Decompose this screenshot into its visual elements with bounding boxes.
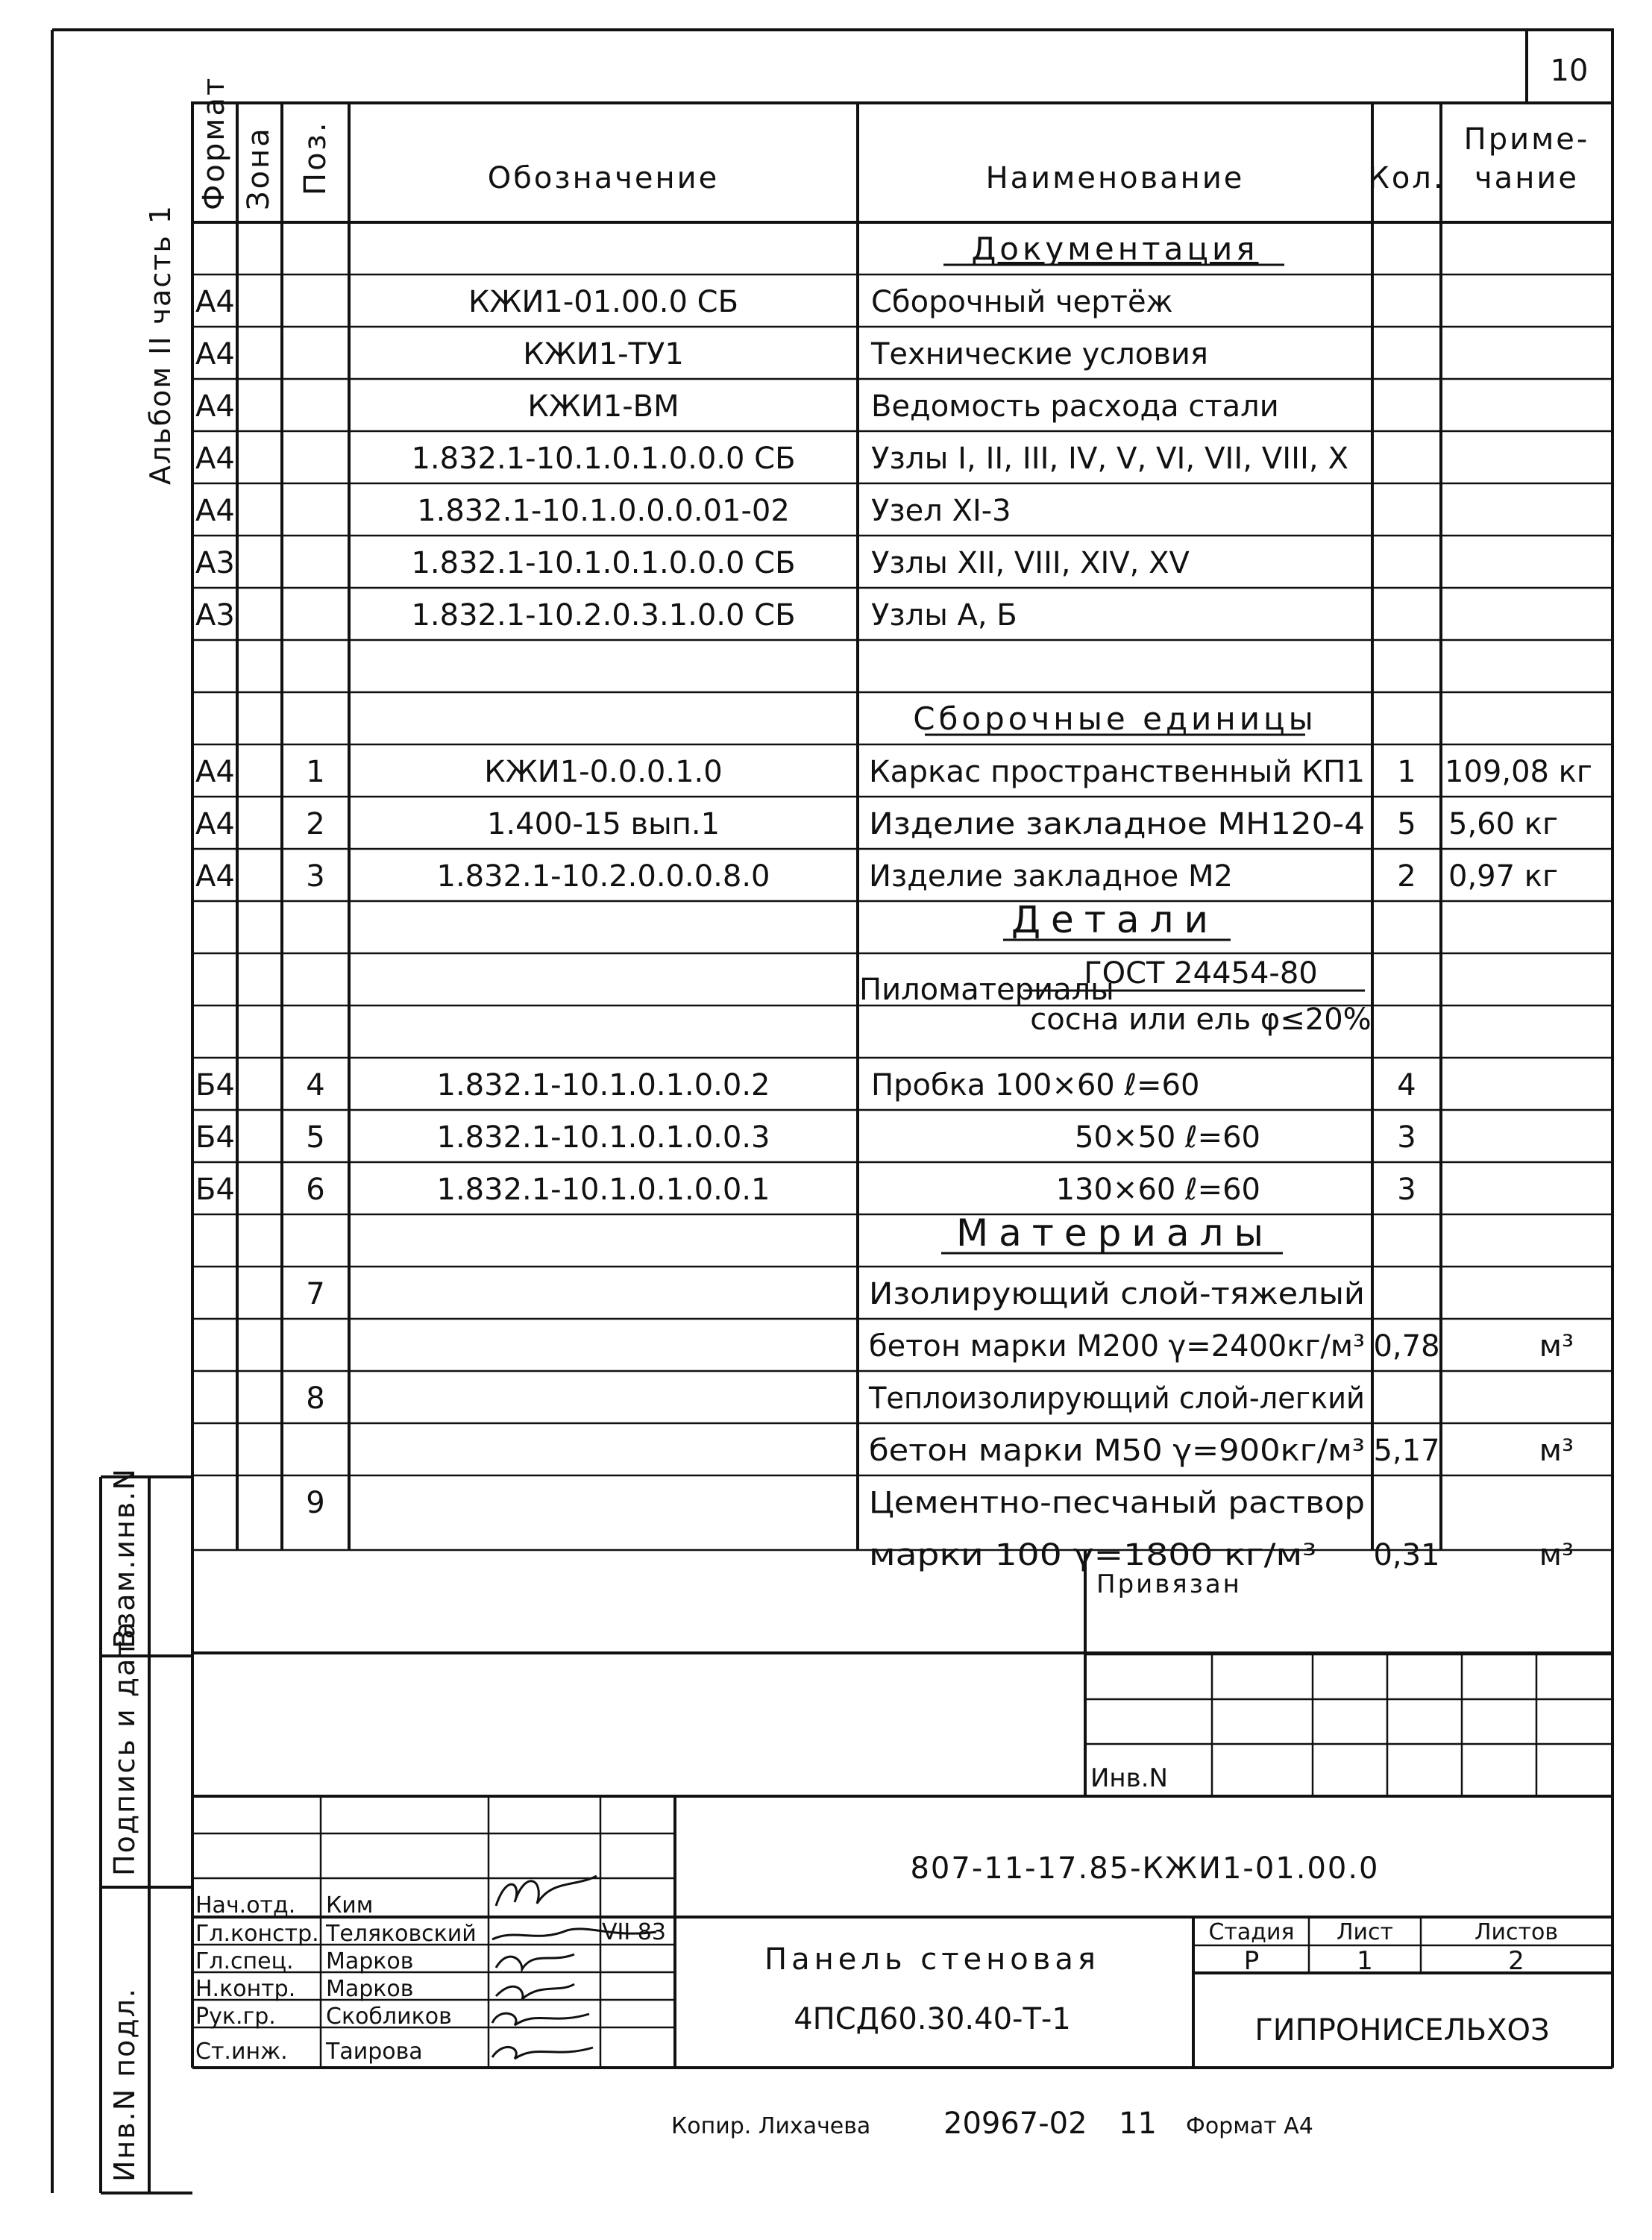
doc-row-format: А3 [195, 546, 235, 580]
sheets-label: Листов [1474, 1919, 1559, 1945]
doc-row-name: Ведомость расхода стали [871, 389, 1279, 424]
sheet-number-box [1527, 30, 1612, 103]
doc-row-designation: 1.832.1-10.2.0.3.1.0.0 СБ [411, 598, 796, 633]
detail-row-name: 50×50 ℓ=60 [1075, 1120, 1260, 1155]
sheet-label: Лист [1336, 1919, 1394, 1945]
material-row [306, 1381, 1365, 1416]
section-assembly-units: Сборочные единицы [913, 700, 1317, 737]
material-row [869, 1538, 1574, 1572]
album-label: Альбом II часть 1 [144, 204, 177, 485]
assembly-row [195, 755, 1592, 789]
doc-row-designation: КЖИ1-ТУ1 [523, 337, 684, 371]
detail-row-position: 4 [306, 1068, 325, 1102]
material-row-position: 9 [306, 1486, 325, 1520]
lumber-gost: ГОСТ 24454-80 [1084, 956, 1318, 991]
documentation-rows [195, 285, 1348, 633]
assembly-row-note: 5,60 кг [1448, 807, 1558, 841]
doc-row-designation: 1.832.1-10.1.0.1.0.0.0 СБ [411, 442, 796, 476]
material-row-name: Теплоизолирующий слой-легкий [868, 1381, 1365, 1416]
doc-row-designation: КЖИ1-ВМ [527, 389, 679, 424]
assembly-rows [195, 755, 1592, 894]
material-row [306, 1486, 1365, 1520]
order-number: 20967-02 [943, 2106, 1087, 2141]
assembly-row-name: Изделие закладное МН120-4 [869, 807, 1365, 841]
header-note-line1: Приме- [1463, 122, 1590, 157]
detail-row-designation: 1.832.1-10.1.0.1.0.0.3 [436, 1120, 770, 1155]
bound-label: Привязан [1096, 1569, 1242, 1599]
doc-row-designation: 1.832.1-10.1.0.0.0.01-02 [417, 494, 790, 528]
margin-replace-inv: Взам.инв.N [108, 1467, 141, 1648]
header-designation: Обозначение [487, 161, 720, 195]
role-label: Н.контр. [195, 1976, 296, 2002]
product-mark: 4ПСД60.30.40-Т-1 [794, 2002, 1071, 2036]
role-label: Гл.констр. [195, 1921, 319, 1947]
doc-row-name: Узлы А, Б [871, 598, 1017, 633]
assembly-row-format: А4 [195, 807, 235, 841]
lumber-species: сосна или ель φ≤20% [1030, 1003, 1372, 1037]
detail-row-designation: 1.832.1-10.1.0.1.0.0.1 [436, 1173, 770, 1207]
material-row-position: 8 [306, 1381, 325, 1416]
sheet-number: 10 [1550, 54, 1589, 88]
doc-row-designation: КЖИ1-01.00.0 СБ [468, 285, 739, 319]
role-name: Ким [326, 1892, 374, 1919]
detail-row-name: 130×60 ℓ=60 [1055, 1173, 1260, 1207]
doc-row [195, 598, 1017, 633]
material-row-quantity: 5,17 [1373, 1434, 1440, 1468]
material-row-note: м³ [1539, 1538, 1574, 1572]
detail-row-format: Б4 [195, 1068, 235, 1102]
doc-row-format: А4 [195, 285, 235, 319]
detail-row-position: 5 [306, 1120, 325, 1155]
detail-row-quantity: 3 [1397, 1173, 1416, 1207]
assembly-row-note: 109,08 кг [1445, 755, 1592, 789]
assembly-row-quantity: 2 [1397, 859, 1416, 894]
detail-row-designation: 1.832.1-10.1.0.1.0.0.2 [436, 1068, 770, 1102]
role-label: Гл.спец. [195, 1948, 294, 1974]
header-note-line2: чание [1474, 161, 1579, 195]
doc-row [195, 389, 1279, 424]
stage-label: Стадия [1208, 1919, 1295, 1945]
material-row-name: бетон марки М200 γ=2400кг/м³ [869, 1329, 1365, 1364]
section-materials: Материалы [956, 1211, 1274, 1255]
material-row-position: 7 [306, 1277, 325, 1311]
detail-row-format: Б4 [195, 1173, 235, 1207]
header-zone: Зона [242, 126, 276, 210]
material-row-name: Цементно-песчаный раствор [869, 1486, 1365, 1520]
document-code: 807-11-17.85-КЖИ1-01.00.0 [910, 1851, 1380, 1886]
doc-row-name: Технические условия [871, 337, 1208, 371]
material-row [869, 1434, 1574, 1468]
header-position: Поз. [298, 120, 333, 195]
detail-row [195, 1120, 1416, 1155]
assembly-row [195, 807, 1558, 841]
role-label: Рук.гр. [195, 2004, 276, 2030]
doc-row [195, 285, 1173, 319]
assembly-row-name: Изделие закладное М2 [869, 859, 1233, 894]
detail-row-format: Б4 [195, 1120, 235, 1155]
doc-row-format: А3 [195, 598, 235, 633]
material-row-name: марки 100 γ=1800 кг/м³ [869, 1538, 1316, 1572]
margin-inv-original: Инв.N подл. [108, 1987, 141, 2182]
doc-row-format: А4 [195, 337, 235, 371]
material-row [869, 1329, 1574, 1364]
assembly-row-position: 3 [306, 859, 325, 894]
footer-page-number: 11 [1119, 2106, 1157, 2141]
section-documentation: Документация [971, 230, 1259, 267]
copied-by: Копир. Лихачева [671, 2113, 871, 2139]
material-row-name: Изолирующий слой-тяжелый [869, 1277, 1365, 1311]
assembly-row-designation: 1.400-15 вып.1 [486, 807, 720, 841]
material-row-quantity: 0,78 [1373, 1329, 1440, 1364]
detail-row-name: Пробка 100×60 ℓ=60 [871, 1068, 1200, 1102]
doc-row-name: Узел XI-3 [871, 494, 1011, 528]
doc-row [195, 494, 1011, 528]
assembly-row-format: А4 [195, 755, 235, 789]
assembly-row-format: А4 [195, 859, 235, 894]
assembly-row-designation: 1.832.1-10.2.0.0.0.8.0 [436, 859, 770, 894]
role-name: Марков [326, 1976, 414, 2002]
doc-row-designation: 1.832.1-10.1.0.1.0.0.0 СБ [411, 546, 796, 580]
detail-row [195, 1173, 1416, 1207]
role-name: Марков [326, 1948, 414, 1974]
format-label: Формат А4 [1186, 2113, 1313, 2139]
doc-row-format: А4 [195, 442, 235, 476]
section-details: Детали [1011, 898, 1219, 941]
assembly-row-note: 0,97 кг [1448, 859, 1558, 894]
assembly-row [195, 859, 1558, 894]
stage-value: Р [1243, 1946, 1260, 1976]
organization: ГИПРОНИСЕЛЬХОЗ [1254, 2013, 1550, 2048]
lumber-label: Пиломатериалы [859, 973, 1114, 1007]
detail-row [195, 1068, 1416, 1102]
detail-row-position: 6 [306, 1173, 325, 1207]
role-name: Скобликов [326, 2004, 452, 2030]
handwritten-signatures [492, 1876, 656, 2059]
assembly-row-name: Каркас пространственный КП1 [869, 755, 1365, 789]
doc-row-format: А4 [195, 494, 235, 528]
product-name: Панель стеновая [764, 1942, 1100, 1977]
material-row-note: м³ [1539, 1329, 1574, 1364]
material-row-note: м³ [1539, 1434, 1574, 1468]
role-label: Ст.инж. [195, 2039, 288, 2065]
detail-rows [195, 1068, 1416, 1207]
sheets-value: 2 [1508, 1946, 1524, 1976]
doc-row [195, 442, 1348, 476]
signature-date: VII 83 [602, 1919, 666, 1945]
role-label: Нач.отд. [195, 1892, 296, 1919]
header-name: Наименование [985, 161, 1245, 195]
assembly-row-quantity: 1 [1397, 755, 1416, 789]
assembly-row-quantity: 5 [1397, 807, 1416, 841]
doc-row-name: Сборочный чертёж [871, 285, 1173, 319]
doc-row [195, 546, 1190, 580]
detail-row-quantity: 3 [1397, 1120, 1416, 1155]
inv-label: Инв.N [1090, 1763, 1168, 1793]
material-rows [306, 1277, 1574, 1572]
role-name: Теляковский [326, 1921, 477, 1947]
assembly-row-position: 1 [306, 755, 325, 789]
table-header [197, 76, 1589, 210]
material-row-name: бетон марки М50 γ=900кг/м³ [869, 1434, 1365, 1468]
assembly-row-designation: КЖИ1-0.0.0.1.0 [484, 755, 723, 789]
margin-sign-date: Подпись и дата [108, 1620, 141, 1876]
doc-row-name: Узлы XII, VIII, XIV, XV [871, 546, 1190, 580]
doc-row [195, 337, 1208, 371]
detail-row-quantity: 4 [1397, 1068, 1416, 1102]
material-row-quantity: 0,31 [1373, 1538, 1440, 1572]
role-name: Таирова [326, 2039, 423, 2065]
doc-row-format: А4 [195, 389, 235, 424]
doc-row-name: Узлы I, II, III, IV, V, VI, VII, VIII, X [871, 442, 1348, 476]
sheet-value: 1 [1357, 1946, 1373, 1976]
material-row [306, 1277, 1365, 1311]
header-format: Формат [197, 75, 231, 210]
assembly-row-position: 2 [306, 807, 325, 841]
lumber-block [859, 956, 1372, 1037]
header-quantity: Кол. [1368, 161, 1445, 195]
